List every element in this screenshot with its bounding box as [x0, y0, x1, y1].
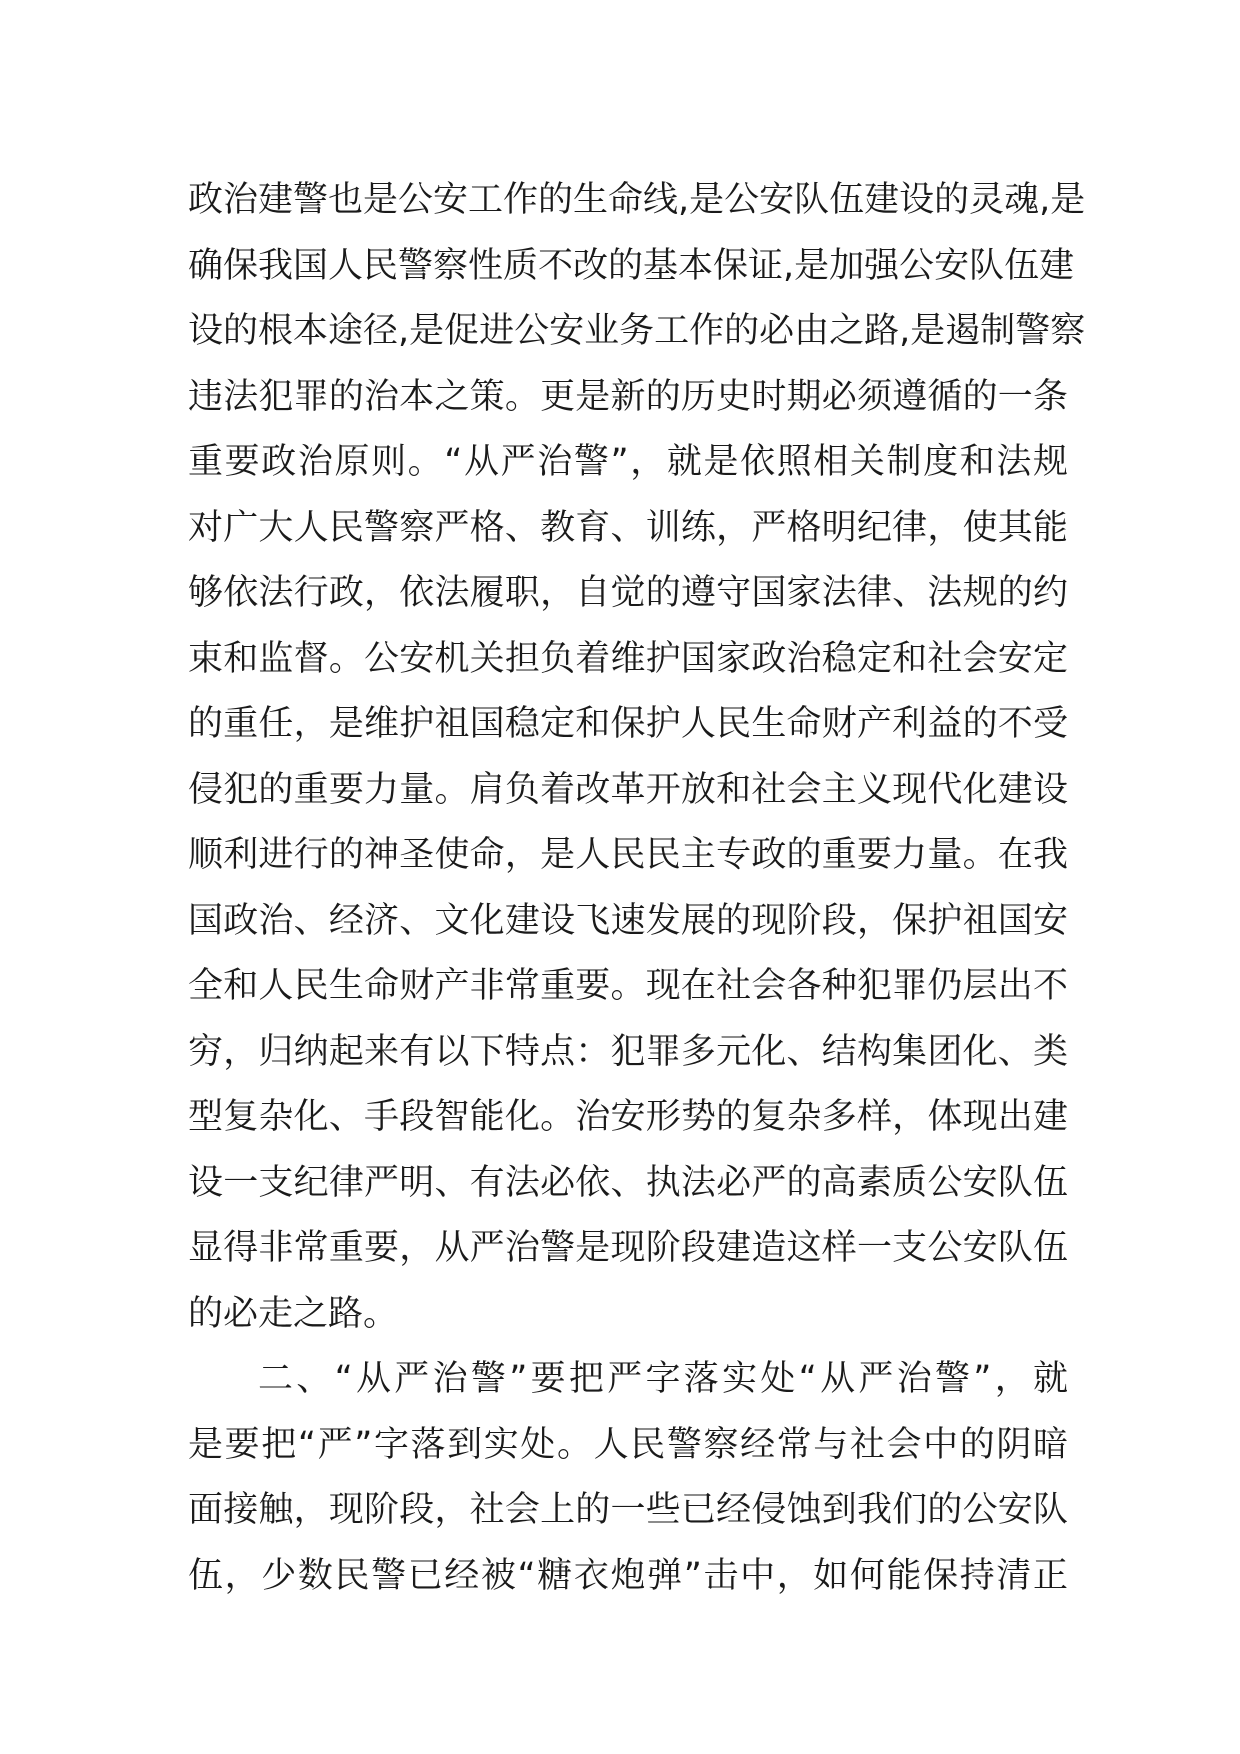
text-line: 的必走之路。	[188, 1293, 399, 1334]
text-line: 显得非常重要，从严治警是现阶段建造这样一支公安队伍	[188, 1228, 1068, 1268]
text-line: 确保我国人民警察性质不改的基本保证,是加强公安队伍建	[188, 245, 1075, 286]
text-line: 重要政治原则。“从严治警”，就是依照相关制度和法规	[188, 442, 1068, 482]
body-text	[188, 168, 1086, 1609]
text-line: 的重任，是维护祖国稳定和保护人民生命财产利益的不受	[188, 704, 1068, 744]
text-line: 对广大人民警察严格、教育、训练，严格明纪律，使其能	[188, 507, 1068, 548]
text-line: 侵犯的重要力量。肩负着改革开放和社会主义现代化建设	[188, 769, 1068, 810]
text-line: 国政治、经济、文化建设飞速发展的现阶段，保护祖国安	[188, 900, 1068, 941]
text-line: 是要把“严”字落到实处。人民警察经常与社会中的阴暗	[188, 1424, 1068, 1465]
text-line: 违法犯罪的治本之策。更是新的历史时期必须遵循的一条	[188, 376, 1068, 417]
text-line: 政治建警也是公安工作的生命线,是公安队伍建设的灵魂,是	[188, 180, 1086, 220]
text-line: 全和人民生命财产非常重要。现在社会各种犯罪仍层出不	[188, 966, 1068, 1006]
section-heading-line: 二、“从严治警”要把严字落实处“从严治警”，就	[258, 1359, 1068, 1399]
text-line: 面接触，现阶段，社会上的一些已经侵蚀到我们的公安队	[188, 1490, 1068, 1530]
text-line: 设一支纪律严明、有法必依、执法必严的高素质公安队伍	[188, 1162, 1068, 1203]
text-line: 够依法行政，依法履职，自觉的遵守国家法律、法规的约	[188, 573, 1068, 613]
text-line: 型复杂化、手段智能化。治安形势的复杂多样，体现出建	[188, 1097, 1068, 1137]
text-line: 伍，少数民警已经被“糖衣炮弹”击中，如何能保持清正	[188, 1555, 1068, 1596]
text-line: 设的根本途径,是促进公安业务工作的必由之路,是遏制警察	[188, 311, 1086, 351]
text-line: 穷，归纳起来有以下特点：犯罪多元化、结构集团化、类	[188, 1031, 1068, 1072]
text-line: 束和监督。公安机关担负着维护国家政治稳定和社会安定	[188, 638, 1068, 679]
text-line: 顺利进行的神圣使命，是人民民主专政的重要力量。在我	[188, 835, 1068, 875]
